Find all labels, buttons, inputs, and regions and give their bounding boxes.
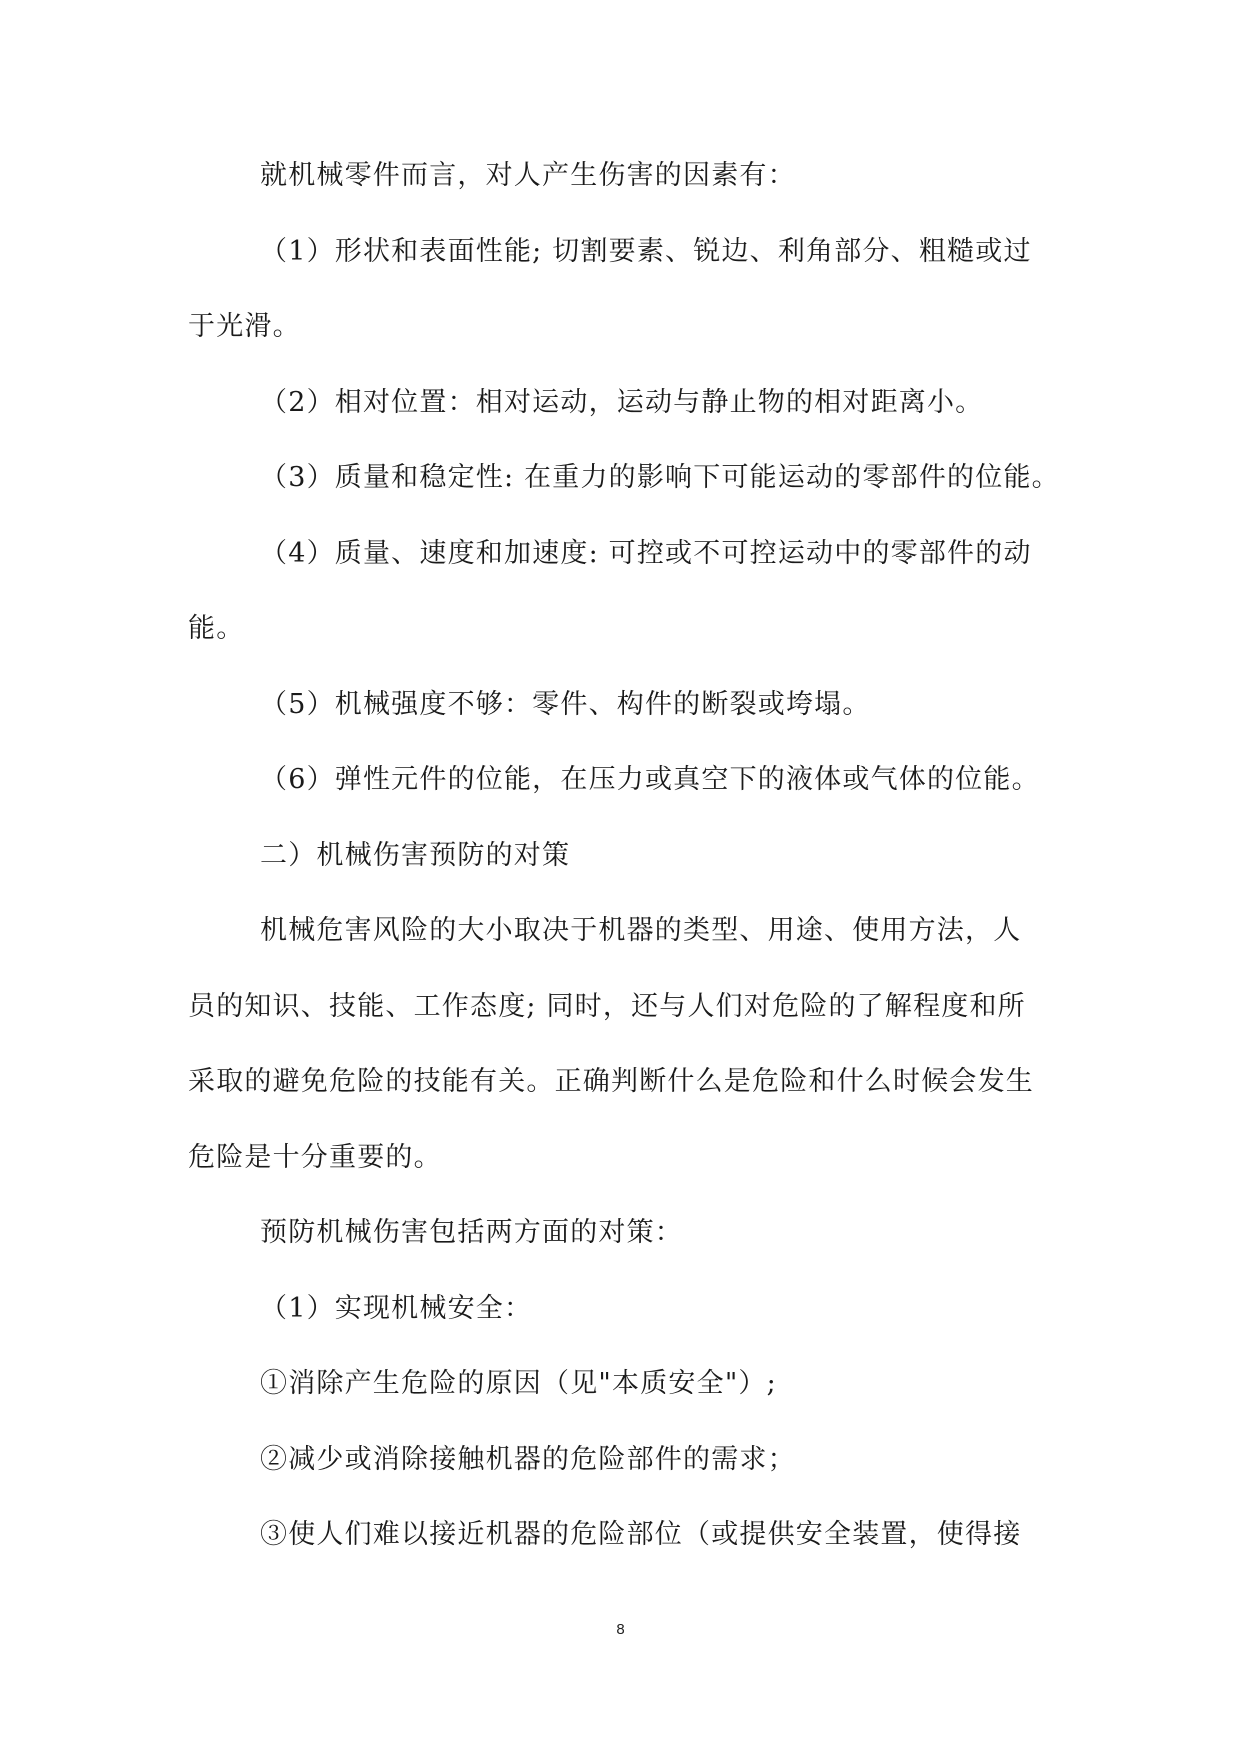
text-line: 采取的避免危险的技能有关。正确判断什么是危险和什么时候会发生 [188,1066,1034,1097]
page-number: 8 [616,1621,625,1638]
text-line: 就机械零件而言，对人产生伤害的因素有： [260,160,796,191]
text-line: （1）形状和表面性能; 切割要素、锐边、利角部分、粗糙或过 [260,235,1032,267]
text-line: （1）实现机械安全： [260,1292,533,1324]
text-line: ②减少或消除接触机器的危险部件的需求； [260,1443,796,1475]
text-line: 于光滑。 [188,311,301,342]
text-line: （6）弹性元件的位能，在压力或真空下的液体或气体的位能。 [260,764,1040,795]
text-line: 能。 [188,613,245,644]
section-heading: 二）机械伤害预防的对策 [260,839,571,871]
text-line: 预防机械伤害包括两方面的对策： [260,1217,683,1248]
text-line: 机械危害风险的大小取决于机器的类型、用途、使用方法，人 [260,915,1022,946]
text-line: （3）质量和稳定性: 在重力的影响下可能运动的零部件的位能。 [260,462,1060,493]
text-line: ③使人们难以接近机器的危险部位（或提供安全装置，使得接 [260,1519,1022,1550]
text-line: 危险是十分重要的。 [188,1141,442,1173]
text-line: 员的知识、技能、工作态度; 同时，还与人们对危险的了解程度和所 [188,990,1026,1022]
text-line: （2）相对位置：相对运动，运动与静止物的相对距离小。 [260,386,984,418]
text-line: ①消除产生危险的原因（见"本质安全"）; [260,1368,777,1399]
text-line: （5）机械强度不够：零件、构件的断裂或垮塌。 [260,688,871,720]
text-line: （4）质量、速度和加速度: 可控或不可控运动中的零部件的动 [260,537,1032,569]
document-body [188,138,1064,1573]
